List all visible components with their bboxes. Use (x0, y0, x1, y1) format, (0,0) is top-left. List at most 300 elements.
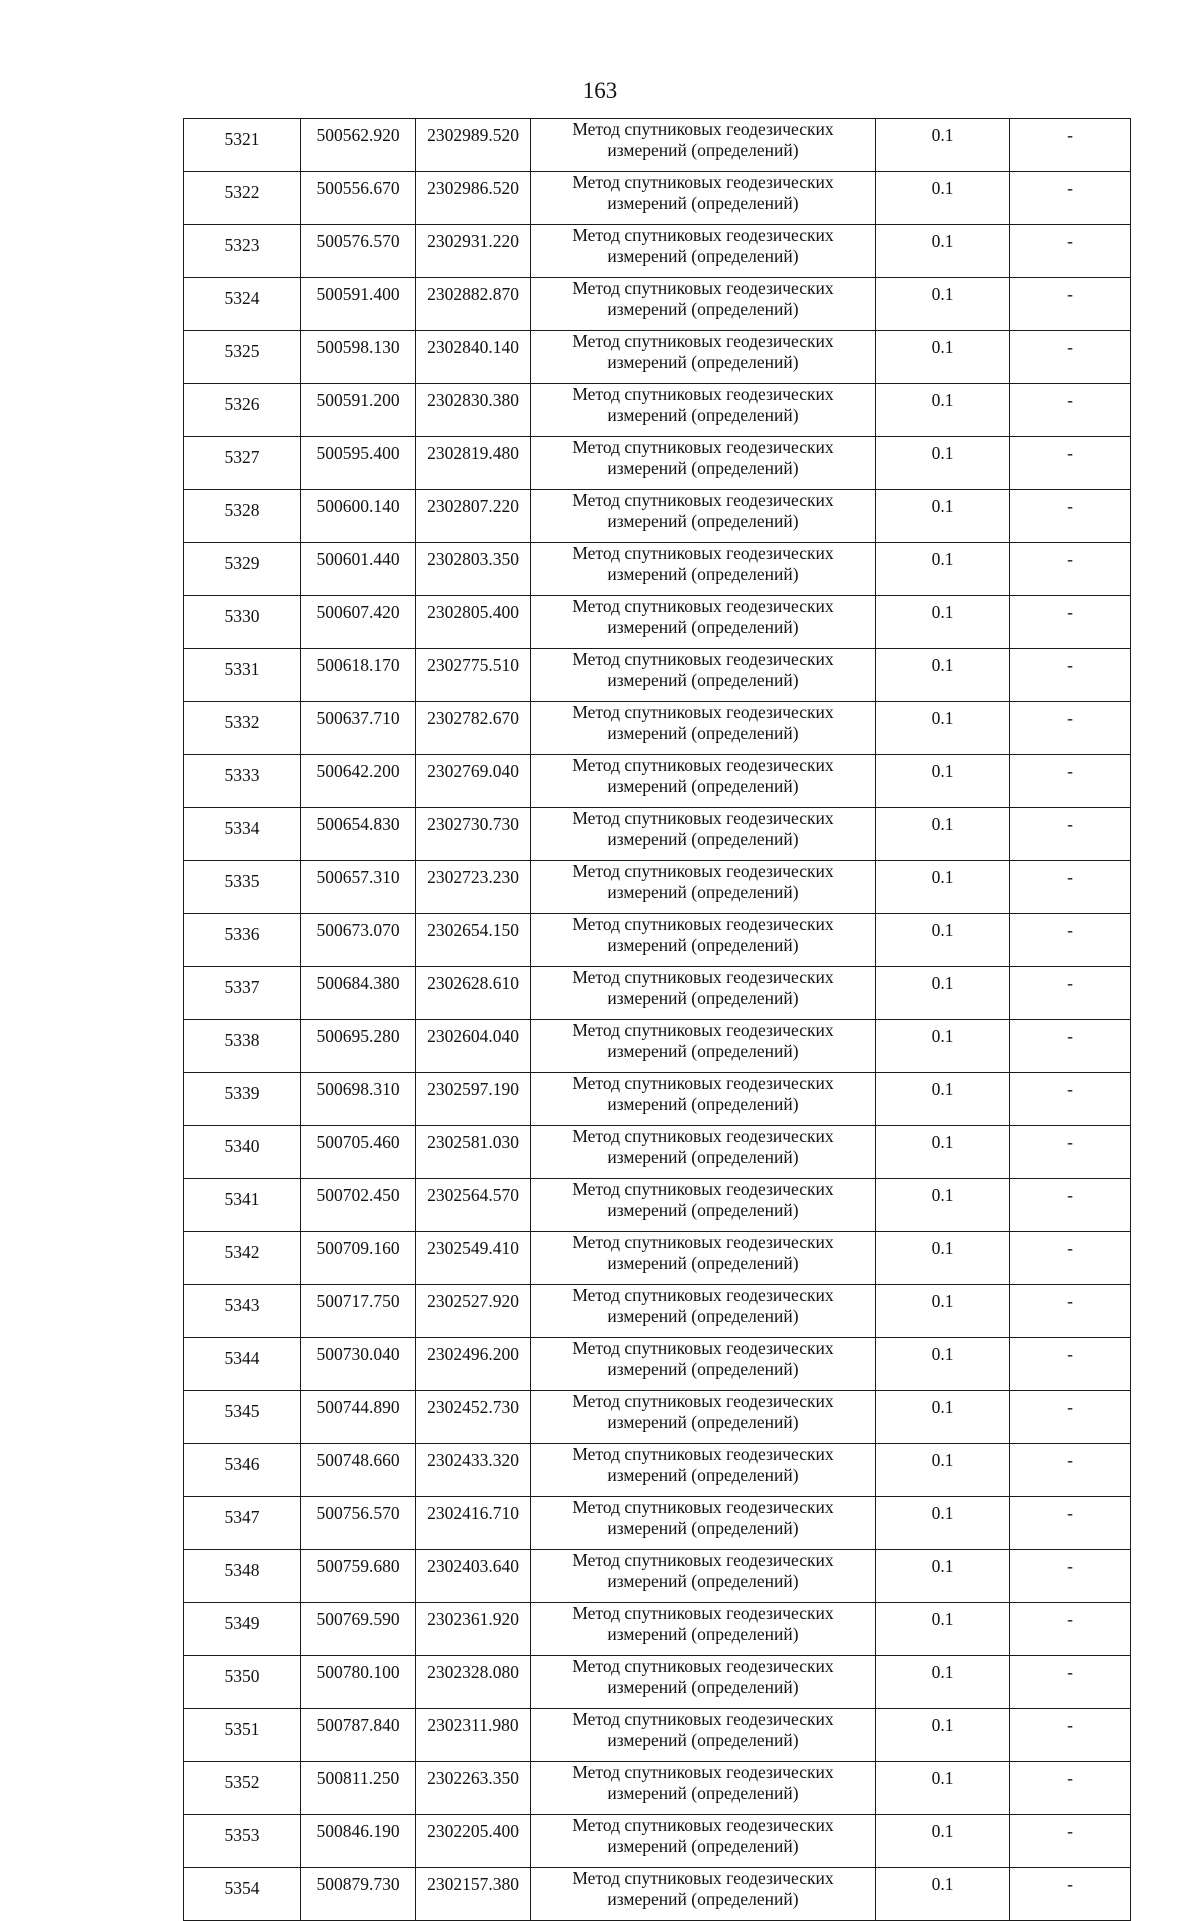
x-coordinate: 500879.730 (316, 1874, 400, 1894)
method-text-line-2: измерений (определений) (607, 829, 799, 849)
table-row (184, 649, 1131, 702)
note-value: - (1067, 1609, 1073, 1629)
x-coordinate: 500642.200 (316, 761, 400, 781)
note-cell (1010, 1868, 1131, 1921)
x-coordinate-cell (301, 755, 416, 808)
method-text-line-1: Метод спутниковых геодезических (572, 1497, 834, 1517)
accuracy-value: 0.1 (931, 655, 954, 675)
accuracy-cell (876, 437, 1010, 490)
x-coordinate-cell (301, 967, 416, 1020)
accuracy-value: 0.1 (931, 1821, 954, 1841)
accuracy-cell (876, 596, 1010, 649)
x-coordinate: 500591.400 (316, 284, 400, 304)
method-text-line-1: Метод спутниковых геодезических (572, 1179, 834, 1199)
table-row (184, 702, 1131, 755)
note-cell (1010, 1285, 1131, 1338)
y-coordinate-cell (416, 543, 531, 596)
y-coordinate-cell (416, 914, 531, 967)
method-text-line-1: Метод спутниковых геодезических (572, 331, 834, 351)
x-coordinate: 500607.420 (316, 602, 400, 622)
method-text-line-2: измерений (определений) (607, 1624, 799, 1644)
x-coordinate-cell (301, 1391, 416, 1444)
table-row (184, 1815, 1131, 1868)
table-row (184, 1868, 1131, 1921)
point-number: 5337 (224, 977, 260, 997)
method-text-line-2: измерений (определений) (607, 299, 799, 319)
accuracy-value: 0.1 (931, 1185, 954, 1205)
method-text-line-1: Метод спутниковых геодезических (572, 702, 834, 722)
method-cell (531, 808, 876, 861)
point-number: 5322 (224, 182, 260, 202)
y-coordinate-cell (416, 1285, 531, 1338)
y-coordinate-cell (416, 1603, 531, 1656)
point-number-cell (184, 1391, 301, 1444)
note-value: - (1067, 1450, 1073, 1470)
method-text-line-1: Метод спутниковых геодезических (572, 490, 834, 510)
y-coordinate: 2302882.870 (427, 284, 519, 304)
point-number-cell (184, 1497, 301, 1550)
note-cell (1010, 1815, 1131, 1868)
method-text-line-2: измерений (определений) (607, 1783, 799, 1803)
x-coordinate-cell (301, 1285, 416, 1338)
accuracy-cell (876, 1603, 1010, 1656)
table-row (184, 119, 1131, 172)
x-coordinate: 500657.310 (316, 867, 400, 887)
method-text-line-2: измерений (определений) (607, 193, 799, 213)
point-number: 5328 (224, 500, 260, 520)
method-text-line-2: измерений (определений) (607, 723, 799, 743)
y-coordinate-cell (416, 808, 531, 861)
point-number-cell (184, 914, 301, 967)
accuracy-value: 0.1 (931, 284, 954, 304)
x-coordinate-cell (301, 384, 416, 437)
note-cell (1010, 861, 1131, 914)
method-text-line-1: Метод спутниковых геодезических (572, 1815, 834, 1835)
x-coordinate: 500769.590 (316, 1609, 400, 1629)
note-value: - (1067, 1397, 1073, 1417)
method-text-line-2: измерений (определений) (607, 1200, 799, 1220)
y-coordinate: 2302830.380 (427, 390, 519, 410)
accuracy-cell (876, 543, 1010, 596)
note-value: - (1067, 284, 1073, 304)
accuracy-cell (876, 1868, 1010, 1921)
x-coordinate: 500780.100 (316, 1662, 400, 1682)
table-row (184, 1073, 1131, 1126)
point-number: 5338 (224, 1030, 260, 1050)
accuracy-value: 0.1 (931, 867, 954, 887)
y-coordinate: 2302807.220 (427, 496, 519, 516)
y-coordinate: 2302263.350 (427, 1768, 519, 1788)
accuracy-value: 0.1 (931, 920, 954, 940)
accuracy-value: 0.1 (931, 1450, 954, 1470)
accuracy-value: 0.1 (931, 1397, 954, 1417)
point-number-cell (184, 1762, 301, 1815)
y-coordinate: 2302769.040 (427, 761, 519, 781)
x-coordinate: 500787.840 (316, 1715, 400, 1735)
note-value: - (1067, 1821, 1073, 1841)
y-coordinate-cell (416, 967, 531, 1020)
note-cell (1010, 543, 1131, 596)
table-row (184, 1603, 1131, 1656)
note-cell (1010, 1550, 1131, 1603)
note-cell (1010, 172, 1131, 225)
accuracy-value: 0.1 (931, 125, 954, 145)
method-text-line-2: измерений (определений) (607, 882, 799, 902)
table-row (184, 755, 1131, 808)
accuracy-value: 0.1 (931, 1609, 954, 1629)
note-value: - (1067, 814, 1073, 834)
note-value: - (1067, 1715, 1073, 1735)
accuracy-value: 0.1 (931, 1291, 954, 1311)
y-coordinate: 2302840.140 (427, 337, 519, 357)
point-number: 5325 (224, 341, 260, 361)
note-value: - (1067, 1503, 1073, 1523)
method-text-line-2: измерений (определений) (607, 1041, 799, 1061)
x-coordinate-cell (301, 1868, 416, 1921)
x-coordinate-cell (301, 861, 416, 914)
y-coordinate-cell (416, 1073, 531, 1126)
table-row (184, 1444, 1131, 1497)
accuracy-value: 0.1 (931, 1874, 954, 1894)
table-row (184, 596, 1131, 649)
method-cell (531, 702, 876, 755)
method-text-line-2: измерений (определений) (607, 246, 799, 266)
accuracy-cell (876, 1020, 1010, 1073)
y-coordinate: 2302496.200 (427, 1344, 519, 1364)
table-row (184, 1762, 1131, 1815)
method-text-line-2: измерений (определений) (607, 935, 799, 955)
x-coordinate-cell (301, 1497, 416, 1550)
note-cell (1010, 1762, 1131, 1815)
method-text-line-1: Метод спутниковых геодезических (572, 1709, 834, 1729)
y-coordinate: 2302628.610 (427, 973, 519, 993)
method-text-line-2: измерений (определений) (607, 670, 799, 690)
point-number: 5351 (224, 1719, 260, 1739)
accuracy-cell (876, 172, 1010, 225)
table-row (184, 331, 1131, 384)
x-coordinate-cell (301, 1656, 416, 1709)
note-value: - (1067, 1344, 1073, 1364)
x-coordinate-cell (301, 1232, 416, 1285)
table-body (184, 119, 1131, 1921)
method-text-line-2: измерений (определений) (607, 564, 799, 584)
y-coordinate-cell (416, 1762, 531, 1815)
point-number: 5332 (224, 712, 260, 732)
x-coordinate: 500695.280 (316, 1026, 400, 1046)
method-cell (531, 1073, 876, 1126)
table-row (184, 1550, 1131, 1603)
point-number: 5331 (224, 659, 260, 679)
y-coordinate-cell (416, 1497, 531, 1550)
x-coordinate: 500756.570 (316, 1503, 400, 1523)
x-coordinate: 500654.830 (316, 814, 400, 834)
note-cell (1010, 967, 1131, 1020)
point-number-cell (184, 967, 301, 1020)
method-cell (531, 543, 876, 596)
y-coordinate-cell (416, 384, 531, 437)
table-row (184, 808, 1131, 861)
method-text-line-2: измерений (определений) (607, 1412, 799, 1432)
point-number-cell (184, 1550, 301, 1603)
note-value: - (1067, 1238, 1073, 1258)
y-coordinate: 2302416.710 (427, 1503, 519, 1523)
point-number: 5344 (224, 1348, 260, 1368)
method-text-line-1: Метод спутниковых геодезических (572, 1020, 834, 1040)
y-coordinate-cell (416, 225, 531, 278)
method-text-line-1: Метод спутниковых геодезических (572, 278, 834, 298)
method-text-line-2: измерений (определений) (607, 776, 799, 796)
y-coordinate-cell (416, 1126, 531, 1179)
y-coordinate: 2302730.730 (427, 814, 519, 834)
note-cell (1010, 1073, 1131, 1126)
table-row (184, 1020, 1131, 1073)
point-number: 5343 (224, 1295, 260, 1315)
note-cell (1010, 331, 1131, 384)
note-value: - (1067, 443, 1073, 463)
y-coordinate: 2302311.980 (427, 1715, 519, 1735)
accuracy-cell (876, 1762, 1010, 1815)
table-row (184, 278, 1131, 331)
point-number: 5347 (224, 1507, 260, 1527)
method-cell (531, 490, 876, 543)
table-row (184, 1497, 1131, 1550)
point-number: 5350 (224, 1666, 260, 1686)
note-cell (1010, 1391, 1131, 1444)
x-coordinate-cell (301, 1338, 416, 1391)
method-cell (531, 755, 876, 808)
x-coordinate-cell (301, 1444, 416, 1497)
y-coordinate: 2302452.730 (427, 1397, 519, 1417)
point-number-cell (184, 596, 301, 649)
point-number: 5340 (224, 1136, 260, 1156)
point-number-cell (184, 1073, 301, 1126)
point-number: 5353 (224, 1825, 260, 1845)
x-coordinate: 500744.890 (316, 1397, 400, 1417)
x-coordinate-cell (301, 1126, 416, 1179)
y-coordinate: 2302604.040 (427, 1026, 519, 1046)
x-coordinate: 500705.460 (316, 1132, 400, 1152)
method-text-line-1: Метод спутниковых геодезических (572, 1338, 834, 1358)
y-coordinate-cell (416, 1868, 531, 1921)
y-coordinate: 2302157.380 (427, 1874, 519, 1894)
accuracy-value: 0.1 (931, 708, 954, 728)
method-cell (531, 1391, 876, 1444)
method-text-line-2: измерений (определений) (607, 1889, 799, 1909)
method-text-line-2: измерений (определений) (607, 458, 799, 478)
x-coordinate-cell (301, 914, 416, 967)
point-number: 5321 (224, 129, 260, 149)
y-coordinate: 2302775.510 (427, 655, 519, 675)
x-coordinate-cell (301, 1762, 416, 1815)
x-coordinate: 500562.920 (316, 125, 400, 145)
y-coordinate-cell (416, 437, 531, 490)
method-cell (531, 1815, 876, 1868)
note-cell (1010, 914, 1131, 967)
point-number-cell (184, 755, 301, 808)
accuracy-cell (876, 702, 1010, 755)
method-cell (531, 1179, 876, 1232)
coordinates-table (183, 118, 1131, 1921)
note-value: - (1067, 761, 1073, 781)
y-coordinate-cell (416, 1338, 531, 1391)
point-number: 5352 (224, 1772, 260, 1792)
accuracy-cell (876, 278, 1010, 331)
x-coordinate-cell (301, 702, 416, 755)
method-text-line-1: Метод спутниковых геодезических (572, 1126, 834, 1146)
point-number-cell (184, 1179, 301, 1232)
table-row (184, 1391, 1131, 1444)
x-coordinate: 500846.190 (316, 1821, 400, 1841)
accuracy-value: 0.1 (931, 1132, 954, 1152)
note-value: - (1067, 1132, 1073, 1152)
accuracy-value: 0.1 (931, 1768, 954, 1788)
accuracy-cell (876, 755, 1010, 808)
accuracy-value: 0.1 (931, 549, 954, 569)
point-number-cell (184, 278, 301, 331)
point-number-cell (184, 172, 301, 225)
accuracy-value: 0.1 (931, 1238, 954, 1258)
note-cell (1010, 1338, 1131, 1391)
y-coordinate: 2302782.670 (427, 708, 519, 728)
y-coordinate: 2302805.400 (427, 602, 519, 622)
accuracy-cell (876, 1709, 1010, 1762)
accuracy-value: 0.1 (931, 178, 954, 198)
point-number-cell (184, 1868, 301, 1921)
method-cell (531, 1603, 876, 1656)
method-cell (531, 278, 876, 331)
method-text-line-2: измерений (определений) (607, 1465, 799, 1485)
method-text-line-1: Метод спутниковых геодезических (572, 1391, 834, 1411)
method-text-line-1: Метод спутниковых геодезических (572, 1073, 834, 1093)
accuracy-cell (876, 1497, 1010, 1550)
x-coordinate: 500759.680 (316, 1556, 400, 1576)
y-coordinate-cell (416, 119, 531, 172)
note-cell (1010, 1497, 1131, 1550)
point-number: 5345 (224, 1401, 260, 1421)
accuracy-cell (876, 225, 1010, 278)
note-value: - (1067, 1556, 1073, 1576)
point-number: 5349 (224, 1613, 260, 1633)
x-coordinate-cell (301, 596, 416, 649)
point-number-cell (184, 1338, 301, 1391)
table-row (184, 1232, 1131, 1285)
point-number: 5346 (224, 1454, 260, 1474)
table-row (184, 172, 1131, 225)
note-cell (1010, 384, 1131, 437)
point-number: 5333 (224, 765, 260, 785)
note-value: - (1067, 973, 1073, 993)
y-coordinate: 2302328.080 (427, 1662, 519, 1682)
method-text-line-2: измерений (определений) (607, 617, 799, 637)
method-cell (531, 1762, 876, 1815)
method-cell (531, 119, 876, 172)
note-cell (1010, 808, 1131, 861)
note-cell (1010, 490, 1131, 543)
accuracy-value: 0.1 (931, 443, 954, 463)
method-cell (531, 1020, 876, 1073)
method-cell (531, 1497, 876, 1550)
x-coordinate-cell (301, 808, 416, 861)
method-text-line-1: Метод спутниковых геодезических (572, 1603, 834, 1623)
note-value: - (1067, 231, 1073, 251)
note-cell (1010, 702, 1131, 755)
accuracy-value: 0.1 (931, 602, 954, 622)
method-text-line-1: Метод спутниковых геодезических (572, 1444, 834, 1464)
y-coordinate-cell (416, 331, 531, 384)
accuracy-cell (876, 1550, 1010, 1603)
table-row (184, 1709, 1131, 1762)
accuracy-cell (876, 967, 1010, 1020)
method-text-line-1: Метод спутниковых геодезических (572, 808, 834, 828)
method-cell (531, 1285, 876, 1338)
x-coordinate-cell (301, 278, 416, 331)
method-text-line-2: измерений (определений) (607, 1571, 799, 1591)
accuracy-value: 0.1 (931, 496, 954, 516)
note-value: - (1067, 337, 1073, 357)
accuracy-cell (876, 1285, 1010, 1338)
table-row (184, 1126, 1131, 1179)
note-value: - (1067, 867, 1073, 887)
x-coordinate: 500709.160 (316, 1238, 400, 1258)
y-coordinate-cell (416, 755, 531, 808)
note-value: - (1067, 178, 1073, 198)
y-coordinate-cell (416, 1550, 531, 1603)
x-coordinate-cell (301, 1709, 416, 1762)
method-cell (531, 861, 876, 914)
accuracy-cell (876, 1073, 1010, 1126)
point-number: 5326 (224, 394, 260, 414)
y-coordinate-cell (416, 1709, 531, 1762)
x-coordinate: 500576.570 (316, 231, 400, 251)
y-coordinate-cell (416, 1232, 531, 1285)
x-coordinate: 500637.710 (316, 708, 400, 728)
method-text-line-1: Метод спутниковых геодезических (572, 861, 834, 881)
method-text-line-2: измерений (определений) (607, 405, 799, 425)
method-text-line-2: измерений (определений) (607, 988, 799, 1008)
accuracy-value: 0.1 (931, 973, 954, 993)
point-number: 5334 (224, 818, 260, 838)
x-coordinate: 500556.670 (316, 178, 400, 198)
method-text-line-2: измерений (определений) (607, 1306, 799, 1326)
x-coordinate-cell (301, 331, 416, 384)
x-coordinate-cell (301, 1020, 416, 1073)
y-coordinate: 2302803.350 (427, 549, 519, 569)
x-coordinate-cell (301, 543, 416, 596)
accuracy-cell (876, 1656, 1010, 1709)
note-cell (1010, 1126, 1131, 1179)
point-number-cell (184, 437, 301, 490)
point-number-cell (184, 1815, 301, 1868)
point-number-cell (184, 225, 301, 278)
method-text-line-2: измерений (определений) (607, 1094, 799, 1114)
method-text-line-1: Метод спутниковых геодезических (572, 543, 834, 563)
point-number: 5329 (224, 553, 260, 573)
y-coordinate-cell (416, 278, 531, 331)
point-number: 5341 (224, 1189, 260, 1209)
accuracy-value: 0.1 (931, 1079, 954, 1099)
table-row (184, 1285, 1131, 1338)
y-coordinate-cell (416, 1815, 531, 1868)
method-cell (531, 437, 876, 490)
point-number-cell (184, 384, 301, 437)
accuracy-cell (876, 914, 1010, 967)
note-cell (1010, 649, 1131, 702)
accuracy-cell (876, 1815, 1010, 1868)
point-number-cell (184, 1603, 301, 1656)
method-text-line-1: Метод спутниковых геодезических (572, 1868, 834, 1888)
x-coordinate-cell (301, 225, 416, 278)
y-coordinate-cell (416, 1444, 531, 1497)
